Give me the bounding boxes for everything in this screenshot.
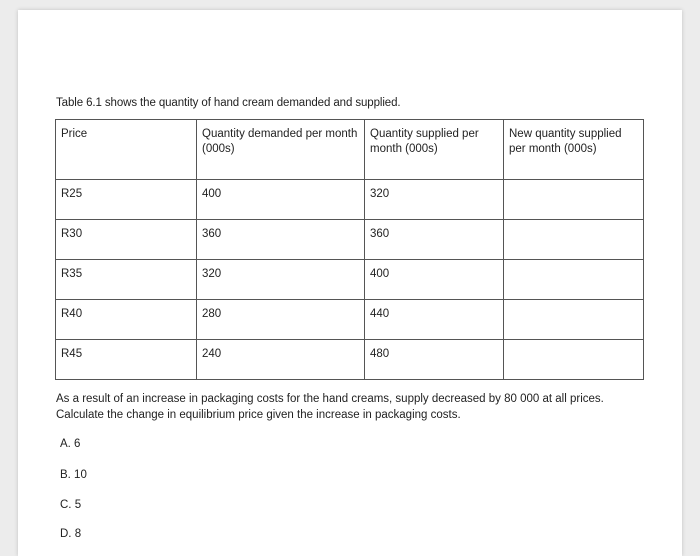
cell-price: R30: [56, 220, 197, 260]
cell-supplied: 480: [365, 340, 504, 380]
cell-demanded: 240: [197, 340, 365, 380]
table-row: [56, 300, 644, 340]
option-b[interactable]: B. 10: [60, 469, 87, 481]
header-price: Price: [56, 120, 197, 180]
cell-demanded: 320: [197, 260, 365, 300]
table-row: [56, 340, 644, 380]
cell-demanded: 400: [197, 180, 365, 220]
cell-supplied: 440: [365, 300, 504, 340]
option-c[interactable]: C. 5: [60, 499, 82, 511]
cell-demanded: 280: [197, 300, 365, 340]
cell-new-supplied: [504, 340, 644, 380]
cell-price: R40: [56, 300, 197, 340]
table-row: [56, 180, 644, 220]
table-row: [56, 260, 644, 300]
cell-supplied: 400: [365, 260, 504, 300]
cell-demanded: 360: [197, 220, 365, 260]
option-a[interactable]: A. 6: [60, 438, 81, 450]
cell-new-supplied: [504, 300, 644, 340]
question-text: As a result of an increase in packaging costs for the hand creams, supply decreased by 80 000 at all prices. Calculate the change in equilibrium price given the increase in packaging costs.: [56, 393, 604, 421]
header-quantity-supplied: Quantity supplied per month (000s): [365, 120, 504, 180]
cell-price: R45: [56, 340, 197, 380]
table-row: [56, 220, 644, 260]
cell-new-supplied: [504, 220, 644, 260]
header-new-quantity-supplied: New quantity supplied per month (000s): [504, 120, 644, 180]
cell-new-supplied: [504, 180, 644, 220]
cell-supplied: 360: [365, 220, 504, 260]
supply-demand-table: [55, 119, 644, 380]
header-quantity-demanded: Quantity demanded per month (000s): [197, 120, 365, 180]
cell-price: R25: [56, 180, 197, 220]
document-page: [18, 10, 682, 556]
table-caption: Table 6.1 shows the quantity of hand cream demanded and supplied.: [56, 97, 401, 109]
cell-new-supplied: [504, 260, 644, 300]
cell-price: R35: [56, 260, 197, 300]
table-header-row: [56, 120, 644, 180]
cell-supplied: 320: [365, 180, 504, 220]
option-d[interactable]: D. 8: [60, 528, 82, 540]
